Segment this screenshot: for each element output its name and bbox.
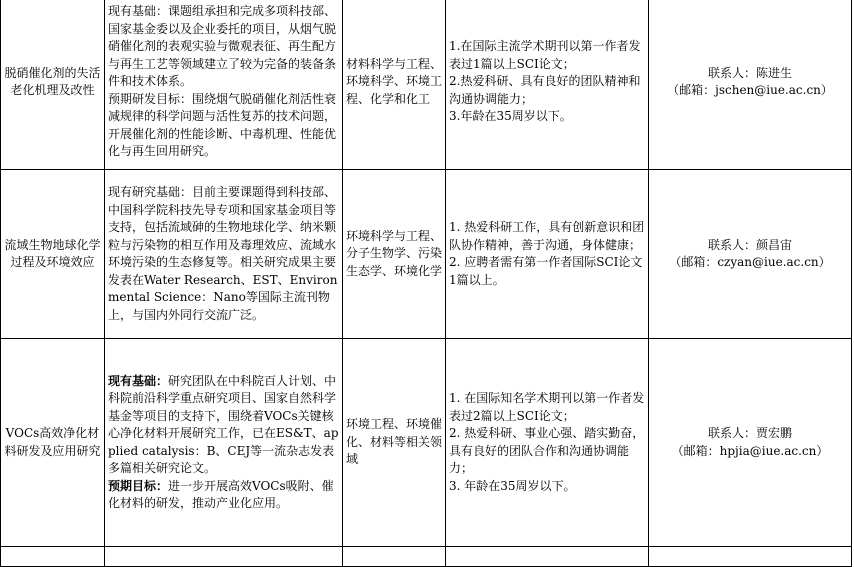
research-direction: 脱硝催化剂的失活老化机理及改性 (4, 65, 101, 97)
empty-cell (446, 547, 649, 567)
base-label: 现有基础： (108, 4, 169, 19)
base-text: 课题组承担和完成多项科技部、国家基金委以及企业委托的项目，从烟气脱硝催化剂的表观实验与微观表征、再生配方与再生工艺等领域建立了较为完备的装备条件和技术体系。 (108, 4, 337, 89)
major-text: 环境科学与工程、分子生物学、污染生态学、环境化学 (346, 228, 443, 278)
empty-cell (105, 547, 343, 567)
contact-cell (649, 339, 852, 547)
table-row (1, 0, 852, 170)
requirement-item: 2. 应聘者需有第一作者国际SCI论文1篇以上。 (449, 255, 643, 287)
research-direction-cell (1, 339, 105, 547)
base-text: 目前主要课题得到科技部、中国科学院科技先导专项和国家基金项目等支持，包括流域砷的生物地球化学、纳米颗粒与污染物的相互作用及毒理效应、流域水环境污染的生态修复等。相关研究成果主要发表在Water Research、EST、Environmental Science：Nano等国际主流刊物上，与国内外同行交流广泛。 (108, 185, 338, 322)
empty-cell (1, 547, 105, 567)
contact-email: （邮箱：jschen@iue.ac.cn） (667, 83, 833, 97)
major-cell (343, 0, 446, 170)
contact-email: （邮箱：czyan@iue.ac.cn） (669, 255, 831, 269)
base-label: 现有研究基础： (108, 185, 193, 199)
contact-person: 联系人：颜昌宙 (707, 237, 792, 252)
goal-label: 预期研发目标： (108, 91, 193, 106)
table-row (1, 170, 852, 339)
requirement-item: 1.在国际主流学术期刊以第一作者发表过1篇以上SCI论文； (449, 39, 641, 71)
requirement-item: 1. 热爱科研工作，具有创新意识和团队协作精神，善于沟通，身体健康； (449, 220, 645, 252)
empty-cell (343, 547, 446, 567)
goal-text: 围绕烟气脱硝催化剂活性衰减规律的科学问题与活性复苏的技术问题，开展催化剂的性能诊断、中毒机理、性能优化与再生回用研究。 (108, 91, 337, 159)
requirement-item: 2.热爱科研、具有良好的团队精神和沟通协调能力； (449, 74, 641, 106)
requirements-cell (446, 339, 649, 547)
requirements-cell (446, 170, 649, 339)
requirement-item: 3. 年龄在35周岁以下。 (449, 478, 576, 493)
contact-email: （邮箱：hpjia@iue.ac.cn） (671, 443, 829, 458)
research-description-cell (105, 339, 343, 547)
contact-person: 联系人：陈进生 (707, 65, 792, 80)
requirement-item: 1. 在国际知名学术期刊以第一作者发表过2篇以上SCI论文； (449, 391, 645, 423)
requirements-cell (446, 0, 649, 170)
table-row (1, 339, 852, 547)
requirement-item: 2. 热爱科研、事业心强、踏实勤奋，具有良好的团队合作和沟通协调能力； (449, 426, 645, 475)
contact-person: 联系人：贾宏鹏 (707, 426, 792, 440)
research-description-cell (105, 0, 343, 170)
major-text: 材料科学与工程、环境科学、环境工程、化学和化工 (346, 56, 443, 106)
research-description-cell (105, 170, 343, 339)
research-direction: VOCs高效净化材料研发及应用研究 (4, 426, 101, 458)
major-text: 环境工程、环境催化、材料等相关领域 (346, 417, 443, 467)
contact-cell (649, 0, 852, 170)
requirement-item: 3.年龄在35周岁以下。 (449, 109, 572, 124)
research-direction-cell (1, 0, 105, 170)
base-text: 研究团队在中科院百人计划、中科院前沿科学重点研究项目、国家自然科学基金等项目的支持下，围绕着VOCs关键核心净化材料开展研究工作，已在ES&T、applied catalysis：B、CEJ等一流杂志发表多篇相关研究论文。 (108, 373, 339, 475)
base-label: 现有基础： (108, 373, 169, 388)
research-direction: 流域生物地球化学过程及环境效应 (4, 237, 101, 269)
goal-label: 预期目标： (108, 478, 169, 493)
research-direction-cell (1, 170, 105, 339)
goal-text: 进一步开展高效VOCs吸附、催化材料的研发，推动产业化应用。 (108, 478, 334, 510)
empty-cell (649, 547, 852, 567)
major-cell (343, 339, 446, 547)
table-row (1, 547, 852, 567)
major-cell (343, 170, 446, 339)
contact-cell (649, 170, 852, 339)
